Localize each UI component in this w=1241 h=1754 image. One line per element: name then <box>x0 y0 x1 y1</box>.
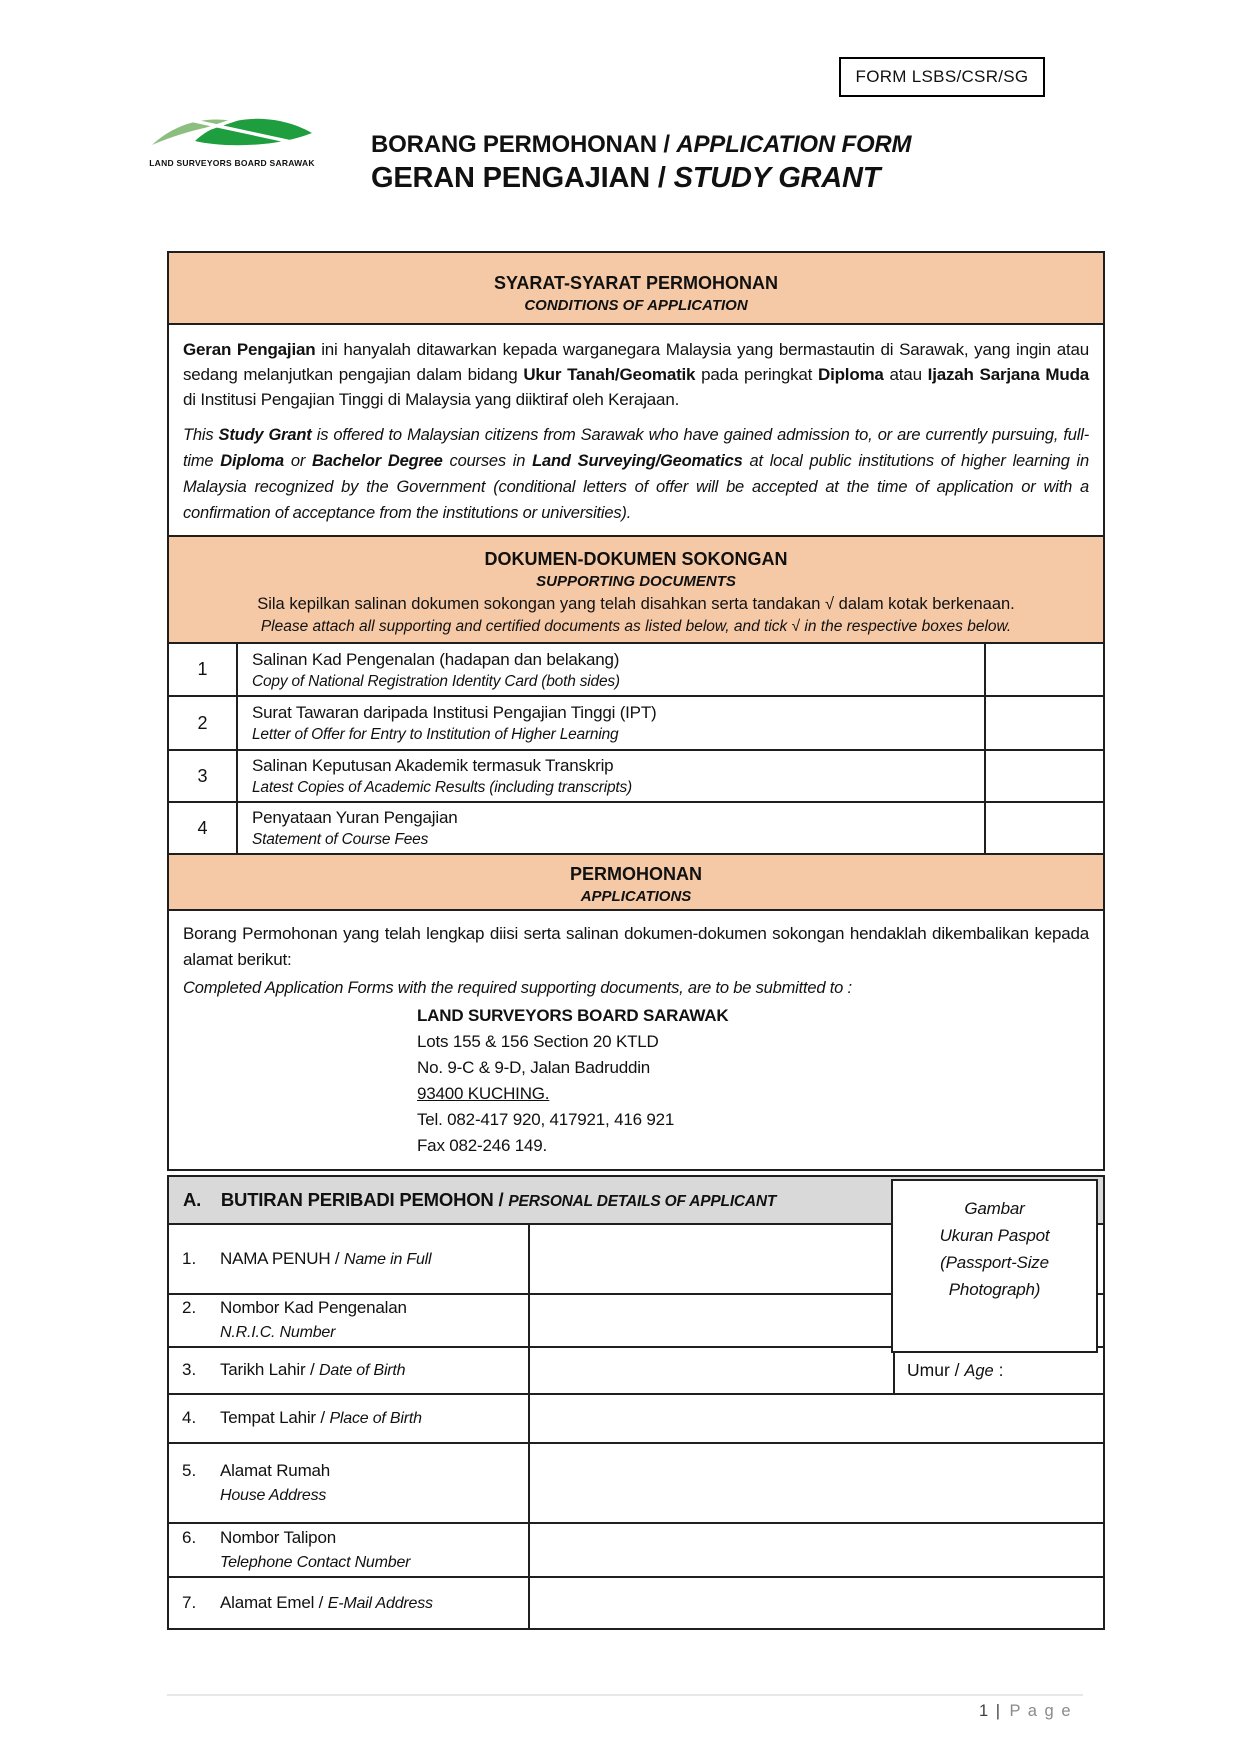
document-row-number: 3 <box>168 750 237 802</box>
tick-box-cell <box>985 750 1104 802</box>
tick-box-cell <box>985 643 1104 696</box>
page-number: 1 <box>979 1702 990 1720</box>
address-input-cell <box>529 1443 1104 1523</box>
age-label-cell: Umur / Age : <box>894 1347 1104 1394</box>
field-number: 5. <box>182 1460 197 1480</box>
document-row-label <box>237 750 985 802</box>
page-footer <box>600 1702 1072 1721</box>
conditions-heading-english: CONDITIONS OF APPLICATION <box>524 296 748 314</box>
form-title <box>371 129 911 196</box>
field-label: Nombor Talipon Telephone Contact Number <box>220 1527 411 1571</box>
personal-row <box>168 1443 1104 1523</box>
footer-divider <box>167 1694 1083 1696</box>
applications-heading-english: APPLICATIONS <box>580 888 692 905</box>
document-row-label <box>237 802 985 854</box>
field-label: Alamat Rumah House Address <box>220 1460 331 1504</box>
form-title-line1: BORANG PERMOHONAN / APPLICATION FORM <box>371 131 912 158</box>
document-row-number: 2 <box>168 696 237 750</box>
document-row-label <box>237 696 985 750</box>
conditions-body <box>168 324 1104 536</box>
field-number: 4. <box>182 1408 197 1427</box>
nric-input-cell <box>529 1294 894 1347</box>
field-label-cell <box>168 1224 529 1294</box>
applications-heading-malay: PERMOHONAN <box>570 864 703 884</box>
field-number: 1. <box>182 1248 197 1268</box>
document-label-malay: Salinan Kad Pengenalan (hadapan dan belakang) <box>252 649 620 669</box>
documents-heading-malay: DOKUMEN-DOKUMEN SOKONGAN <box>484 549 788 569</box>
document-row-number: 4 <box>168 802 237 854</box>
document-row-label <box>237 643 985 696</box>
personal-row <box>168 1577 1104 1629</box>
personal-row <box>168 1347 1104 1394</box>
field-label-cell <box>168 1443 529 1523</box>
conditions-paragraph-malay: Geran Pengajian ini hanyalah ditawarkan kepada warganegara Malaysia yang bermastautin di Sarawak, yang ingin atau sedang melanjutkan pengajian dalam bidang Ukur Tanah/Geomatik pada peringkat Diploma atau Ijazah Sarjana Muda di Institusi Pengajian Tinggi di Malaysia yang diiktiraf oleh Kerajaan. <box>183 340 1090 409</box>
email-input-cell <box>529 1577 1104 1629</box>
main-form-table <box>167 251 1105 1171</box>
dob-input-cell <box>529 1347 894 1394</box>
tick-box-cell <box>985 696 1104 750</box>
field-label-cell <box>168 1294 529 1347</box>
page-word: P a g e <box>1009 1702 1072 1720</box>
document-row <box>168 802 1104 854</box>
document-label-english: Letter of Offer for Entry to Institution of Higher Learning <box>252 726 619 743</box>
document-label-malay: Surat Tawaran daripada Institusi Pengajian Tinggi (IPT) <box>252 703 657 722</box>
conditions-heading-malay: SYARAT-SYARAT PERMOHONAN <box>493 272 779 293</box>
field-label-cell <box>168 1577 529 1629</box>
applications-header-row <box>168 854 1104 910</box>
field-label: NAMA PENUH / Name in Full <box>220 1248 432 1268</box>
submission-address: LAND SURVEYORS BOARD SARAWAK Lots 155 & 156 Section 20 KTLD No. 9-C & 9-D, Jalan Badruddin 93400 KUCHING. Tel. 082-417 920, 417921, 416 921 Fax 082-246 149. <box>417 1006 729 1155</box>
field-label: Nombor Kad Pengenalan N.R.I.C. Number <box>220 1298 407 1341</box>
conditions-paragraph-english: This Study Grant is offered to Malaysian citizens from Sarawak who have gained admission to, or are currently pursuing, full-time Diploma or Bachelor Degree courses in Land Surveying/Geomatics at local public institutions of higher learning in Malaysia recognized by the Government (conditional letters of offer will be accepted at the time of application or with a confirmation of acceptance from the institutions or universities). <box>183 426 1090 522</box>
section-a-header: A. BUTIRAN PERIBADI PEMOHON / PERSONAL DETAILS OF APPLICANT <box>168 1176 1104 1224</box>
photo-box <box>891 1179 1098 1353</box>
field-label: Alamat Emel / E-Mail Address <box>220 1592 433 1612</box>
photo-box-label: Gambar Ukuran Paspot (Passport-Size Photograph) <box>939 1199 1050 1299</box>
birthplace-input-cell <box>529 1394 1104 1443</box>
field-number: 3. <box>182 1360 197 1379</box>
form-code-box <box>839 57 1045 97</box>
document-row <box>168 643 1104 696</box>
field-number: 6. <box>182 1527 197 1547</box>
document-label-malay: Penyataan Yuran Pengajian <box>252 808 458 827</box>
documents-header <box>168 536 1104 643</box>
form-code-label: FORM LSBS/CSR/SG <box>855 67 1029 86</box>
lsbs-logo-graphic <box>149 110 315 152</box>
conditions-header <box>168 252 1104 324</box>
applications-header <box>168 854 1104 910</box>
document-label-english: Latest Copies of Academic Results (including transcripts) <box>252 779 632 796</box>
field-label-cell <box>168 1347 529 1394</box>
applications-text-malay: Borang Permohonan yang telah lengkap diisi serta salinan dokumen-dokumen sokongan hendaklah dikembalikan kepada alamat berikut: <box>183 924 1090 969</box>
field-label-cell <box>168 1523 529 1577</box>
lsbs-logo <box>149 110 315 168</box>
document-label-english: Statement of Course Fees <box>252 831 429 848</box>
name-input-cell <box>529 1224 894 1294</box>
phone-input-cell <box>529 1523 1104 1577</box>
document-row <box>168 750 1104 802</box>
document-label-english: Copy of National Registration Identity Card (both sides) <box>252 672 620 690</box>
personal-row <box>168 1523 1104 1577</box>
form-title-line2: GERAN PENGAJIAN / STUDY GRANT <box>371 162 881 194</box>
field-number: 2. <box>182 1298 197 1317</box>
documents-header-row <box>168 536 1104 643</box>
tick-box-cell <box>985 802 1104 854</box>
document-label-malay: Salinan Keputusan Akademik termasuk Transkrip <box>252 756 614 775</box>
conditions-header-row <box>168 252 1104 324</box>
applications-body-row <box>168 910 1104 1170</box>
field-number: 7. <box>182 1592 197 1612</box>
document-row <box>168 696 1104 750</box>
field-label: Tarikh Lahir / Date of Birth <box>220 1360 406 1379</box>
personal-row <box>168 1394 1104 1443</box>
page-footer-separator: | <box>995 1702 1002 1720</box>
conditions-body-row <box>168 324 1104 536</box>
documents-instruction-english: Please attach all supporting and certified documents as listed below, and tick √ in the respective boxes below. <box>260 618 1012 635</box>
documents-heading-english: SUPPORTING DOCUMENTS <box>536 573 736 590</box>
documents-instruction-malay: Sila kepilkan salinan dokumen sokongan yang telah disahkan serta tandakan √ dalam kotak berkenaan. <box>257 595 1015 613</box>
field-label: Tempat Lahir / Place of Birth <box>220 1408 422 1427</box>
logo-caption: LAND SURVEYORS BOARD SARAWAK <box>149 158 315 168</box>
applications-text-english: Completed Application Forms with the required supporting documents, are to be submitted to : <box>183 979 852 997</box>
applications-body <box>168 910 1104 1170</box>
document-row-number: 1 <box>168 643 237 696</box>
field-label-cell <box>168 1394 529 1443</box>
